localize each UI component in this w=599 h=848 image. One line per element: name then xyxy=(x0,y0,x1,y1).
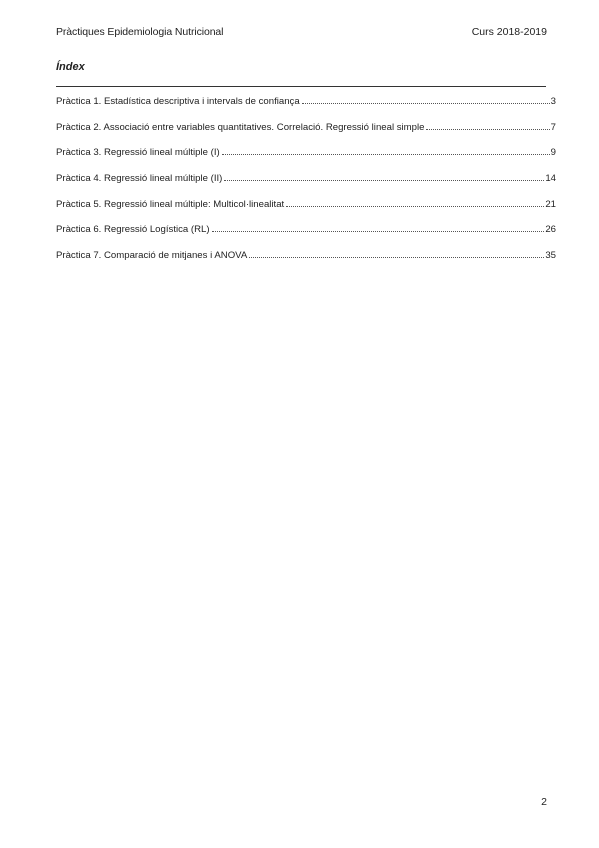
toc-entry-page: 14 xyxy=(545,173,556,185)
toc-entry-label: Pràctica 6. Regressió Logística (RL) xyxy=(56,224,210,236)
toc-entry-practica-1[interactable] xyxy=(56,96,556,122)
toc-dot-leader xyxy=(222,154,550,155)
toc-entry-label: Pràctica 7. Comparació de mitjanes i ANOVA xyxy=(56,250,248,262)
header-document-title: Pràctiques Epidemiologia Nutricional xyxy=(56,26,224,38)
toc-divider xyxy=(56,86,546,87)
toc-entry-practica-2[interactable] xyxy=(56,122,556,148)
header-course-year: Curs 2018-2019 xyxy=(471,26,547,38)
toc-dot-leader xyxy=(426,129,549,130)
toc-entry-page: 26 xyxy=(545,224,556,236)
toc-entry-label: Pràctica 4. Regressió lineal múltiple (II) xyxy=(56,173,223,185)
toc-entry-label: Pràctica 1. Estadística descriptiva i intervals de confiança xyxy=(56,96,300,107)
toc-entry-practica-3[interactable] xyxy=(56,147,556,173)
toc-entry-page: 9 xyxy=(550,147,556,159)
toc-dot-leader xyxy=(224,180,544,181)
toc-dot-leader xyxy=(249,257,544,258)
toc-entry-label: Pràctica 5. Regressió lineal múltiple: Multicol·linealitat xyxy=(56,198,285,210)
toc-entry-practica-7[interactable] xyxy=(56,250,556,276)
page-number: 2 xyxy=(541,796,547,808)
toc-entry-page: 3 xyxy=(550,96,556,107)
toc-entry-practica-4[interactable] xyxy=(56,173,556,199)
toc-entry-practica-5[interactable] xyxy=(56,199,556,225)
toc-list xyxy=(56,96,556,276)
toc-dot-leader xyxy=(286,206,544,207)
toc-entry-page: 7 xyxy=(550,121,556,133)
toc-entry-page: 21 xyxy=(545,198,556,210)
toc-dot-leader xyxy=(212,231,545,232)
toc-entry-label: Pràctica 2. Associació entre variables quantitatives. Correlació. Regressió lineal simple xyxy=(56,121,425,133)
toc-entry-label: Pràctica 3. Regressió lineal múltiple (I) xyxy=(56,147,220,159)
toc-dot-leader xyxy=(302,103,550,104)
toc-entry-page: 35 xyxy=(545,250,556,262)
toc-title: Índex xyxy=(56,61,85,73)
toc-entry-practica-6[interactable] xyxy=(56,224,556,250)
